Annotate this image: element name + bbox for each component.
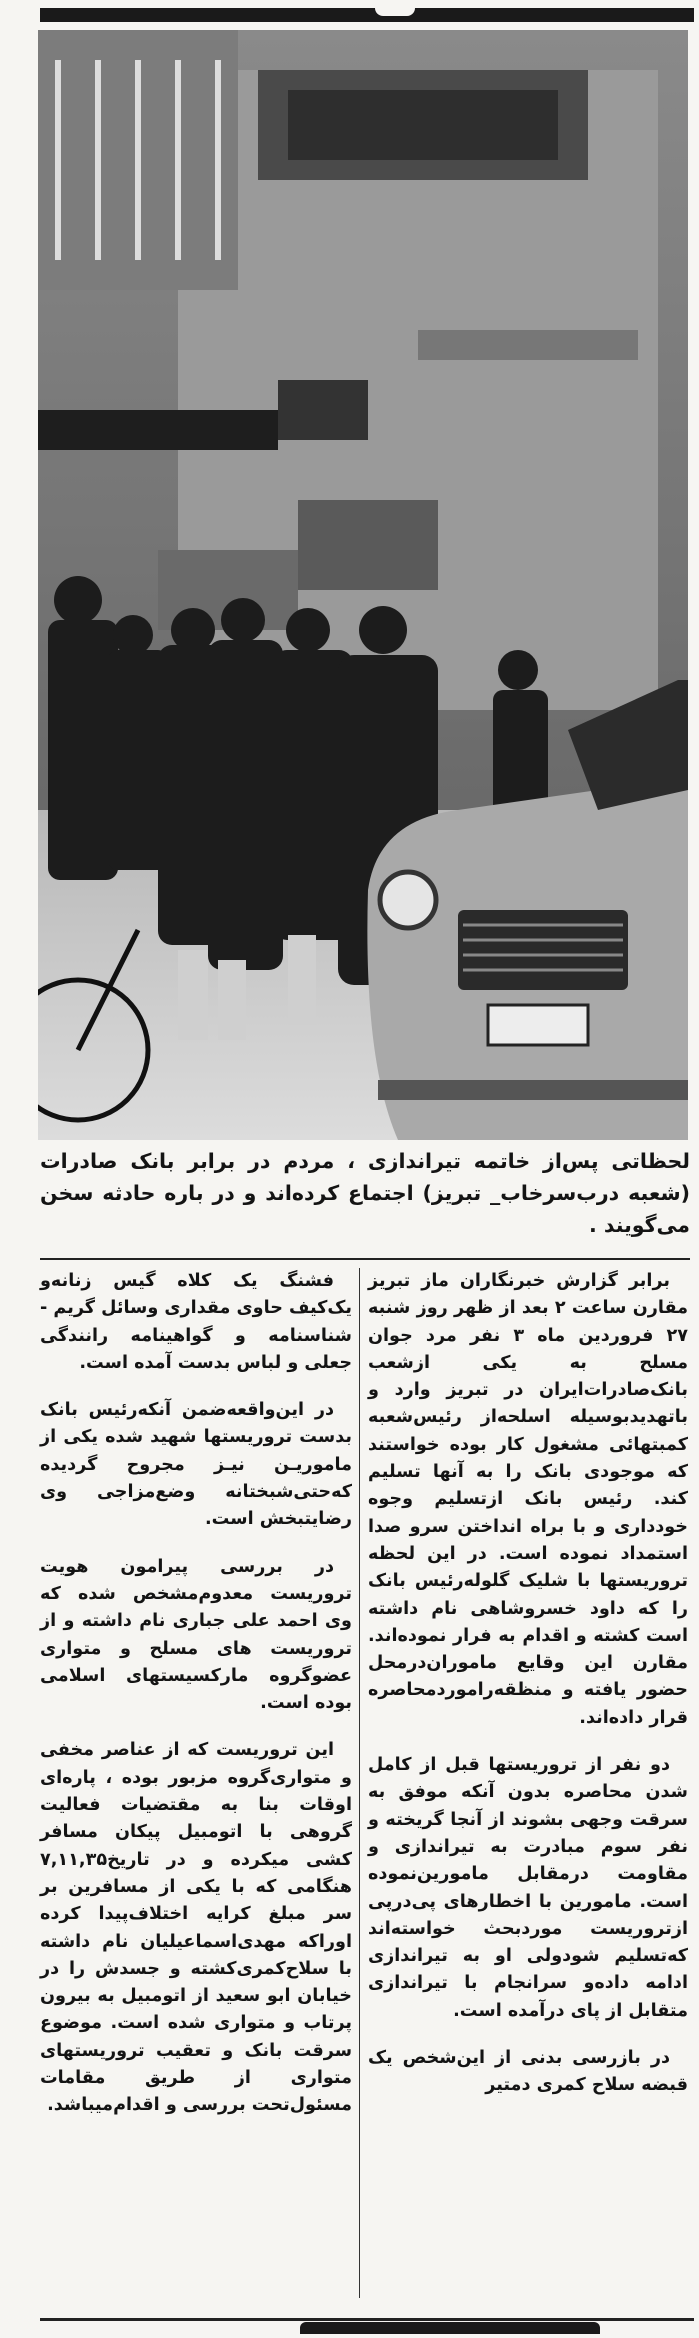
article-paragraph: در بازرسی بدنی از این‌شخص یک قبضه سلاح کمری دمتیر	[368, 2048, 688, 2096]
article-paragraph: فشنگ یک کلاه گیس زنانەو یک‌کیف حاوی مقداری وسائل گریم - شناسنامه و گواهینامه رانندگی جعلی و لباس بدست آمده است.	[40, 1271, 352, 1373]
article-paragraph: این تروریست که از عناصر مخفی و متواری‌گروه مزبور بوده ، پاره‌ای اوقات بنا به مقتضیات فعالیت گروهی با اتومبیل پیکان مسافر کشی میکرده و در تاریخ۷,۱۱,۳۵ هنگامی که با یکی از مسافرین بر سر مبلغ کرایه اختلاف‌پیدا کرده اوراکه مهدی‌اسماعیلیان نام داشته با سلاح‌کمری‌کشته و جسدش را در خیابان ابو سعید از اتومبیل به بیرون پرتاب و متواری شده است. موضوع سرقت بانک و تعقیب تروریستهای متواری از طریق مقامات مسئول‌تحت بررسی و اقدام‌میباشد.	[40, 1740, 352, 2116]
top-rule	[40, 8, 694, 22]
news-photo	[38, 30, 688, 1140]
bottom-rule	[40, 2318, 694, 2321]
article-paragraph: دو نفر از تروریستها قبل از کامل شدن محاصره بدون آنکه موفق به سرقت وجهی بشوند از آنجا گریخته و نفر سوم مبادرت به تیراندازی و مقاومت درمقابل مامورین‌نموده است. مامورین با اخطارهای پی‌درپی ازتروریست موردبحث خواستەاند کەتسلیم شودولی او به تیراندازی ادامه دادەو سرانجام با تیراندازی متقابل از پای درآمده است.	[368, 1755, 688, 2021]
next-article-heading-cut	[300, 2322, 600, 2334]
caption-divider	[40, 1258, 690, 1260]
article-paragraph: در این‌واقعه‌ضمن آنکەرئیس بانک بدست تروریستها شهید شده یکی از ماموریـن نیـز مجروح گردیده کەحتی‌شبختانه وضع‌مزاجی وی رضایتبخش است.	[40, 1400, 352, 1530]
article-column-left	[40, 1268, 352, 2140]
photo-caption: لحظاتی پس‌از خاتمه تیراندازی ، مردم در برابر بانک صادرات (شعبه درب‌سرخاب_ تبریز) اجتماع کرده‌اند و در باره حادثه سخن می‌گویند .	[40, 1149, 690, 1237]
column-separator	[359, 1268, 360, 2298]
article-paragraph: برابر گزارش خبرنگاران ماز تبریز مقارن ساعت ۲ بعد از ظهر روز شنبه ۲۷ فروردین ماه ۳ نفر مرد جوان مسلح به یکی ازشعب بانک‌صادرات‌ایران در تبریز وارد و باتهدیدبوسیله اسلحه‌از رئیس‌شعبه کمبتهائی مشغول کار بوده خواستند که موجودی بانک را به آنها تسلیم کند. رئیس بانک ازتسلیم وجوه خودداری و با براه انداختن سرو صدا استمداد نموده است. در این لحظه تروریستها با شلیک گلولەرئیس بانک را که داود خسروشاهی نام داشته است کشته و اقدام به فرار نموده‌اند. مقارن این وقایع ماموران‌درمحل حضور یافته و منظقه‌راموردمحاصره قرار داده‌اند.	[368, 1271, 688, 1728]
article-paragraph: در بررسی پیرامون هویت تروریست معدوم‌مشخص شده که وی احمد علی جباری نام داشته و از تروریست های مسلح و متواری عضوگروه مارکسیستهای اسلامی بوده است.	[40, 1556, 352, 1714]
article-column-right	[368, 1268, 688, 2120]
